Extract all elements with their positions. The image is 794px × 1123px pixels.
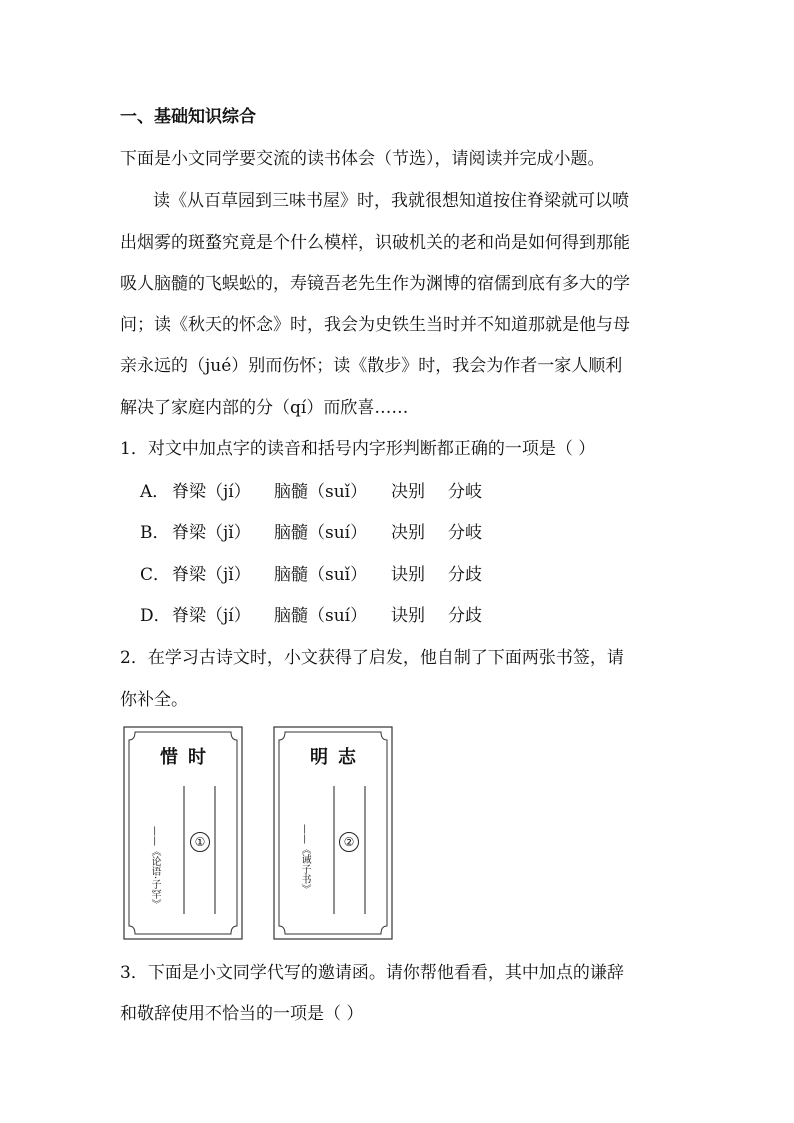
option-word: 脊梁（jí）: [172, 606, 251, 626]
option-label: B．: [140, 523, 170, 543]
option-word: 决别: [391, 482, 425, 502]
passage-line: 亲永远的（jué）别而伤怀；读《散步》时，我会为作者一家人顺利: [120, 356, 623, 376]
option-word: 诀别: [391, 606, 425, 626]
passage-line: 出烟雾的斑蝥究竟是个什么模样，识破机关的老和尚是如何得到那能: [120, 233, 630, 253]
bookmark-2: [273, 726, 393, 940]
option-label: A．: [140, 482, 170, 502]
option-word: 决别: [391, 523, 425, 543]
option-word: 脑髓（suí）: [274, 523, 368, 543]
question-2-stem: 2．在学习古诗文时，小文获得了启发，他自制了下面两张书签，请: [120, 648, 624, 668]
option-word: 脑髓（suǐ）: [274, 482, 368, 502]
option-word: 分岐: [448, 482, 482, 502]
intro-text: 下面是小文同学要交流的读书体会（节选），请阅读并完成小题。: [120, 149, 605, 169]
passage-line: 吸人脑髓的飞蜈蚣的，寿镜吾老先生作为渊博的宿儒到底有多大的学: [120, 274, 630, 294]
passage-line: 解决了家庭内部的分（qí）而欣喜……: [120, 398, 409, 418]
option-word: 脊梁（jí）: [172, 482, 251, 502]
option-word: 脊梁（jǐ）: [172, 523, 251, 543]
passage-line: 问；读《秋天的怀念》时，我会为史铁生当时并不知道那就是他与母: [120, 315, 630, 335]
question-3-stem-continued: 和敬辞使用不恰当的一项是（ ）: [120, 1004, 364, 1024]
blank-2[interactable]: ②: [339, 832, 359, 852]
passage-line: 读《从百草园到三味书屋》时，我就很想知道按住脊梁就可以喷: [153, 191, 629, 211]
option-word: 分歧: [448, 606, 482, 626]
option-label: C．: [140, 565, 171, 585]
option-word: 诀别: [391, 565, 425, 585]
section-title: 一、基础知识综合: [120, 107, 256, 127]
option-word: 脑髓（suí）: [274, 606, 368, 626]
bookmark-source: ——《论语·子罕》: [149, 826, 160, 910]
option-word: 分歧: [448, 565, 482, 585]
blank-1[interactable]: ①: [190, 832, 210, 852]
bookmark-source: ——《诫子书》: [299, 824, 310, 894]
question-3-stem: 3．下面是小文同学代写的邀请函。请你帮他看看，其中加点的谦辞: [120, 963, 624, 983]
bookmark-title: 惜时: [160, 747, 216, 768]
bookmark-1: [123, 726, 243, 940]
option-word: 脑髓（suǐ）: [274, 565, 368, 585]
bookmark-title: 明志: [310, 747, 366, 768]
question-2-stem-continued: 你补全。: [120, 690, 188, 710]
option-label: D．: [140, 606, 171, 626]
option-word: 脊梁（jǐ）: [172, 565, 251, 585]
question-1-stem: 1．对文中加点字的读音和括号内字形判断都正确的一项是（ ）: [120, 439, 596, 459]
option-word: 分岐: [448, 523, 482, 543]
